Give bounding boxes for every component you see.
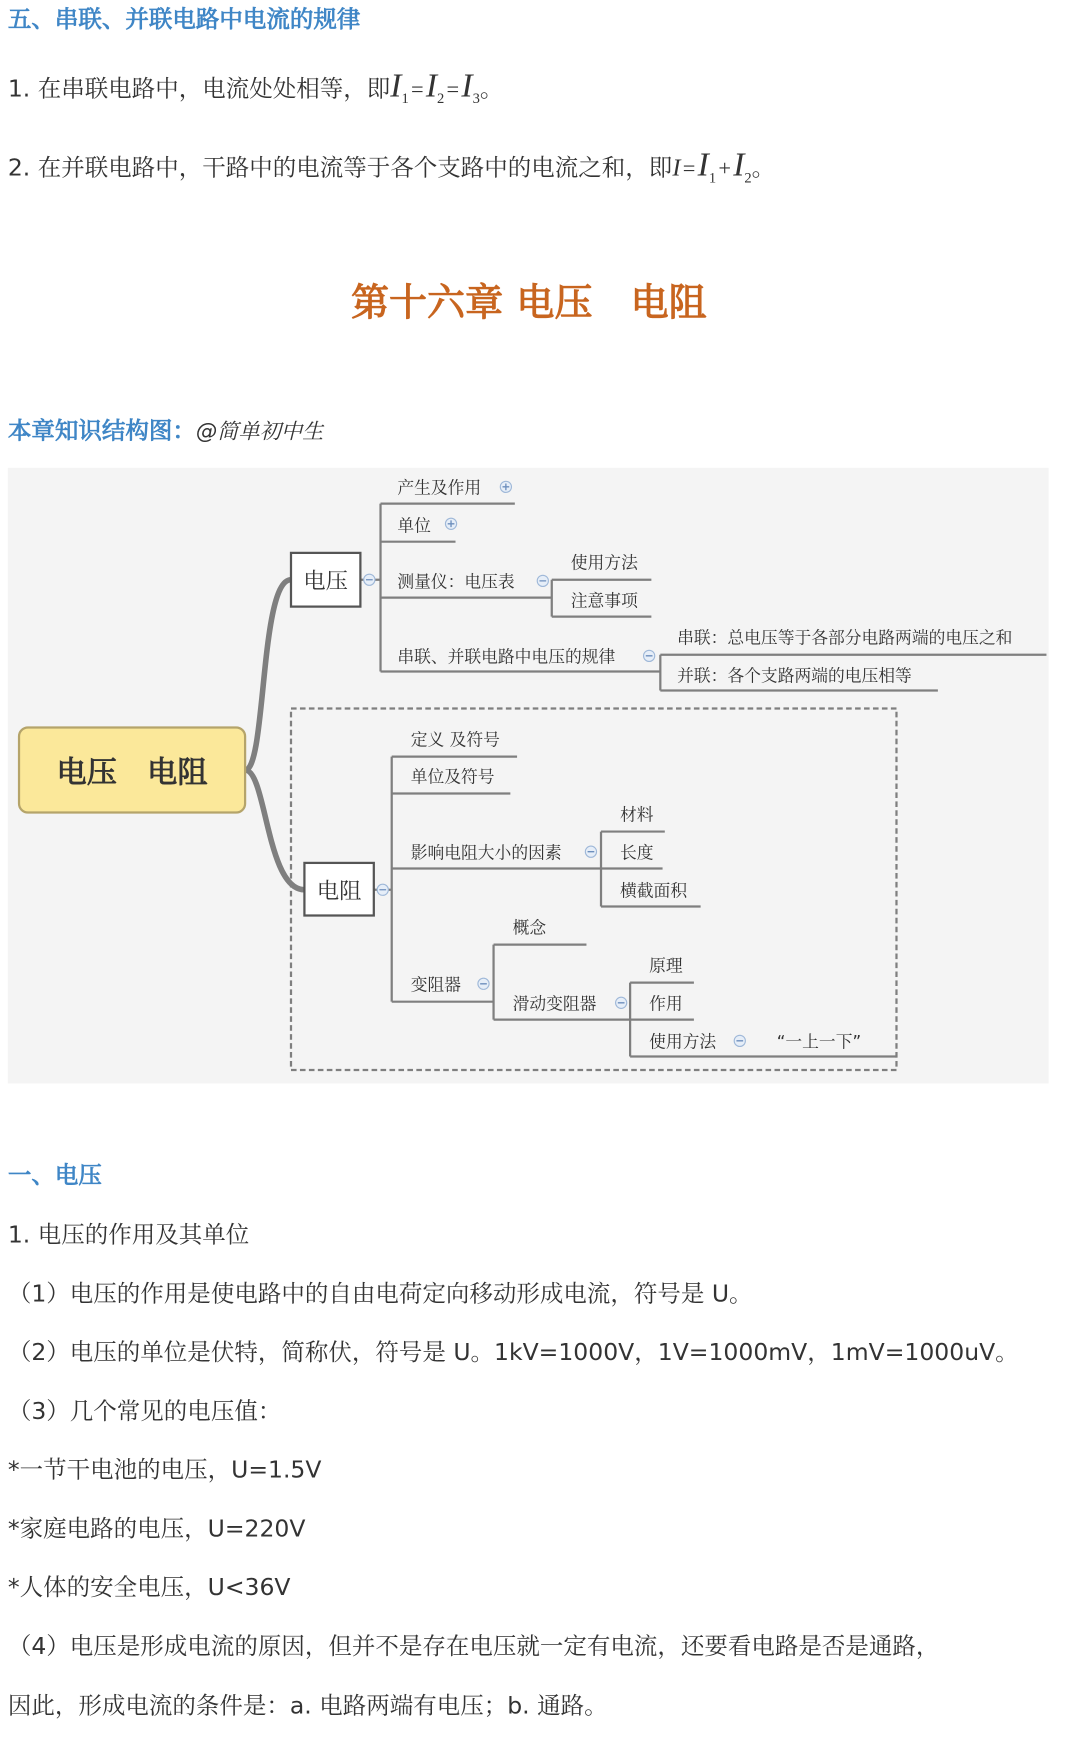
root-label: 电压 电阻 — [56, 755, 208, 791]
node-parallel-voltage: 并联：各个支路两端的电压相等 — [677, 665, 912, 686]
node-area: 横截面积 — [620, 880, 688, 901]
paragraph: 因此，形成电流的条件是：a. 电路两端有电压；b. 通路。 — [7, 1692, 608, 1720]
series-formula: $I_1 =I_2 =I_3$ — [390, 67, 480, 107]
node-principle: 原理 — [649, 955, 683, 976]
branch-voltage — [245, 580, 291, 770]
node-usage: 使用方法 — [570, 552, 638, 573]
node-series-parallel-rule: 串联、并联电路中电压的规律 — [397, 646, 616, 667]
node-res-unit: 单位及符号 — [410, 766, 495, 787]
collapse-toggles[interactable] — [364, 481, 746, 1046]
series-rule-text: 1. 在串联电路中，电流处处相等，即 — [7, 74, 391, 102]
mindmap-svg — [8, 468, 1049, 1084]
chapter-title: 第十六章 电压 电阻 — [350, 280, 707, 326]
parallel-formula: $I =I_1 +I_2$ — [672, 146, 752, 186]
node-notes: 注意事项 — [570, 590, 638, 611]
node-length: 长度 — [620, 842, 654, 863]
parallel-rule-text: 2. 在并联电路中，干路中的电流等于各个支路中的电流之和，即 — [7, 154, 673, 182]
node-generation: 产生及作用 — [397, 477, 482, 498]
paragraph: （4）电压是形成电流的原因，但并不是存在电压就一定有电流，还要看电路是否是通路， — [7, 1632, 940, 1660]
mindmap-author: @简单初中生 — [195, 419, 324, 445]
branch-resistance — [245, 770, 304, 890]
node-rheostat: 变阻器 — [410, 974, 462, 995]
mindmap-heading: 本章知识结构图：@简单初中生 — [7, 417, 324, 445]
knowledge-mindmap — [8, 468, 1049, 1084]
node-definition: 定义 及符号 — [410, 729, 500, 750]
paragraph: （3）几个常见的电压值： — [7, 1397, 282, 1425]
paragraph: *一节干电池的电压，U=1.5V — [7, 1456, 322, 1483]
paragraph: （2）电压的单位是伏特，简称伏，符号是 U。1kV=1000V，1V=1000mV，1mV=1000uV。 — [7, 1338, 1019, 1366]
paragraph: 1. 电压的作用及其单位 — [7, 1221, 250, 1248]
section-heading-current-rules: 五、串联、并联电路中电流的规律 — [7, 5, 361, 33]
node-function: 作用 — [649, 993, 683, 1014]
node-slide-usage: 使用方法 — [649, 1031, 717, 1052]
paragraph: （1）电压的作用是使电路中的自由电荷定向移动形成电流，符号是 U。 — [7, 1280, 753, 1308]
paragraph: *人体的安全电压，U<36V — [7, 1573, 291, 1601]
node-factors: 影响电阻大小的因素 — [410, 842, 562, 863]
node-one-up-one-down: “一上一下” — [776, 1031, 862, 1052]
resistance-label: 电阻 — [316, 878, 362, 905]
node-slide-rheostat: 滑动变阻器 — [512, 993, 597, 1014]
paragraph: *家庭电路的电压，U=220V — [7, 1515, 306, 1543]
voltage-label: 电压 — [303, 568, 349, 595]
node-series-voltage: 串联：总电压等于各部分电路两端的电压之和 — [677, 627, 1013, 648]
node-voltmeter: 测量仪：电压表 — [397, 571, 515, 592]
series-current-rule: 1. 在串联电路中，电流处处相等，即$I_1 =I_2 =I_3$。 — [7, 67, 504, 107]
node-concept: 概念 — [512, 917, 547, 938]
node-unit: 单位 — [397, 515, 431, 536]
parallel-current-rule: 2. 在并联电路中，干路中的电流等于各个支路中的电流之和，即$I =I_1 +I_2$。 — [7, 146, 776, 186]
node-material: 材料 — [620, 804, 654, 825]
section-heading-voltage: 一、电压 — [7, 1161, 102, 1189]
